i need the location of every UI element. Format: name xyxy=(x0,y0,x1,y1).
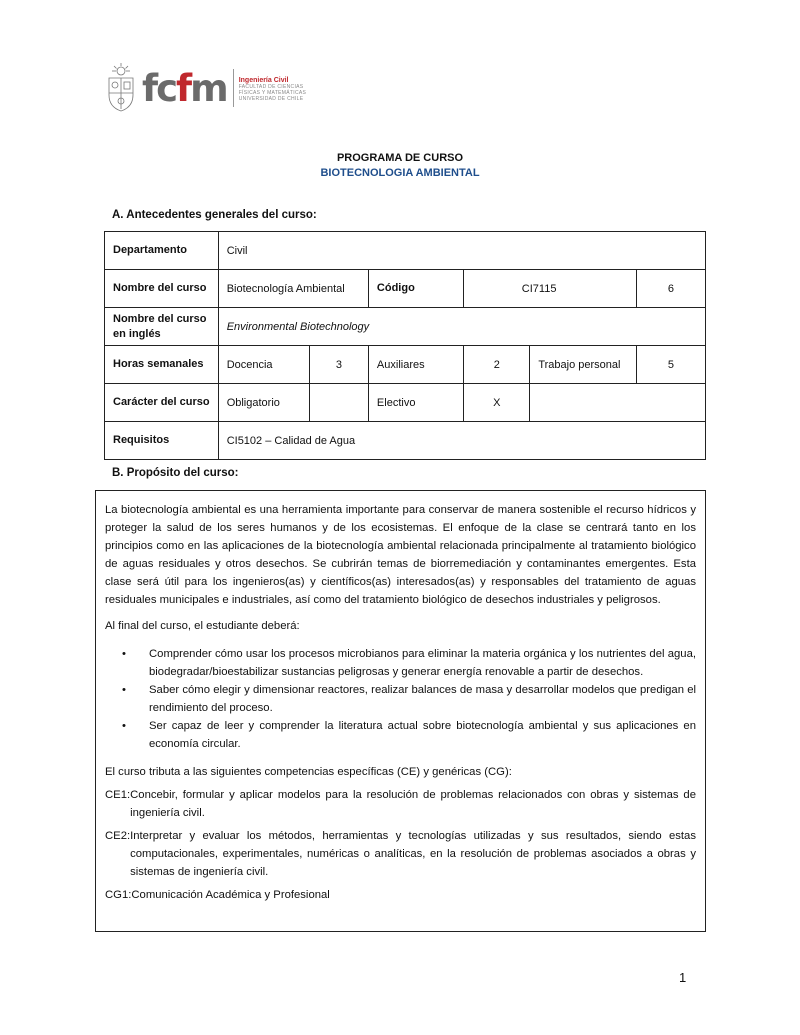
purpose-paragraph: La biotecnología ambiental es una herramienta importante para conservar de manera sostenible el recurso hídricos y proteger la salud de los seres humanos y de los ecosistemas. El enfoque de la clase se centrará tanto en los principios como en las aplicaciones de la biotecnología ambiental relacionada principalmente al tratamiento biológico de aguas residuales y otros desechos. Se cubrirán temas de biorremediación y contaminantes emergentes. Esta clase será útil para los ingenieros(as) y científicos(as) interesados(as) y responsables del tratamiento de aguas residuales municipales e industriales, así como del tratamiento biológico de desechos industriales y peligrosos. xyxy=(105,504,696,606)
title-main: PROGRAMA DE CURSO xyxy=(336,152,464,164)
auxiliares-label: Auxiliares xyxy=(368,346,463,384)
obligatorio-label: Obligatorio xyxy=(218,384,309,422)
objective-item: • Saber cómo elegir y dimensionar reactores, realizar balances de masa y desarrollar modelos que predigan el rendimiento del proceso. xyxy=(105,681,696,717)
objectives-list xyxy=(105,645,696,753)
caracter-label: Carácter del curso xyxy=(105,384,219,422)
course-info-table xyxy=(104,231,706,460)
objectives-intro: Al final del curso, el estudiante deberá: xyxy=(105,620,300,632)
bullet-icon: • xyxy=(122,720,126,732)
nombre-value: Biotecnología Ambiental xyxy=(218,270,368,308)
table-row-caracter xyxy=(105,384,706,422)
logo-divider xyxy=(233,69,234,107)
auxiliares-value: 2 xyxy=(464,346,530,384)
empty-cell xyxy=(530,384,706,422)
obligatorio-value xyxy=(310,384,369,422)
table-row-horas xyxy=(105,346,706,384)
requisitos-label: Requisitos xyxy=(105,422,219,460)
nombre-label: Nombre del curso xyxy=(105,270,219,308)
competency-text: Interpretar y evaluar los métodos, herramientas y tecnologías utilizadas y sus resultados, siendo estas computacionales, experimentales, numéricas o analíticas, en la resolución de problemas asociados a obras y sistemas de ingeniería civil. xyxy=(130,830,696,878)
objective-item: • Ser capaz de leer y comprender la literatura actual sobre biotecnología ambiental y sus aplicaciones en economía circular. xyxy=(105,717,696,753)
horas-label: Horas semanales xyxy=(105,346,219,384)
competency-ce1 xyxy=(105,786,696,822)
competency-code: CE1: xyxy=(105,789,131,801)
section-b-heading: B. Propósito del curso: xyxy=(112,467,239,479)
requisitos-value: CI5102 – Calidad de Agua xyxy=(218,422,705,460)
table-row-nombre xyxy=(105,270,706,308)
competency-code: CE2: xyxy=(105,830,131,842)
title-course-name: BIOTECNOLOGIA AMBIENTAL xyxy=(320,167,480,179)
trabajo-personal-value: 5 xyxy=(636,346,705,384)
competency-cg1 xyxy=(105,886,696,904)
competencies-intro: El curso tributa a las siguientes competencias específicas (CE) y genéricas (CG): xyxy=(105,766,512,778)
fcfm-wordmark: fcfm xyxy=(142,66,227,110)
docencia-value: 3 xyxy=(310,346,369,384)
departamento-label: Departamento xyxy=(105,232,219,270)
bullet-icon: • xyxy=(122,648,126,660)
page-number: 1 xyxy=(679,970,687,985)
purpose-box xyxy=(95,490,706,932)
creditos-value: 6 xyxy=(636,270,705,308)
electivo-label: Electivo xyxy=(368,384,463,422)
table-row-requisitos xyxy=(105,422,706,460)
section-a-heading: A. Antecedentes generales del curso: xyxy=(112,209,317,221)
bullet-icon: • xyxy=(122,684,126,696)
departamento-value: Civil xyxy=(218,232,705,270)
document-title xyxy=(0,152,800,179)
fcfm-logo xyxy=(106,62,306,114)
objective-item: • Comprender cómo usar los procesos microbianos para eliminar la materia orgánica y los nutrientes del agua, biodegradar/bioestabilizar sustancias peligrosas y generar energía renovable a partir de desechos. xyxy=(105,645,696,681)
university-crest-icon xyxy=(106,63,136,113)
table-row-departamento xyxy=(105,232,706,270)
codigo-label: Código xyxy=(368,270,463,308)
logo-faculty-text: Ingeniería Civil FACULTAD DE CIENCIAS FÍSICAS Y MATEMÁTICAS UNIVERSIDAD DE CHILE xyxy=(238,76,307,102)
nombre-ingles-value: Environmental Biotechnology xyxy=(218,308,705,346)
codigo-value: CI7115 xyxy=(464,270,637,308)
trabajo-personal-label: Trabajo personal xyxy=(530,346,637,384)
competency-code: CG1: xyxy=(105,889,132,901)
competency-text: Concebir, formular y aplicar modelos para la resolución de problemas relacionados con obras y sistemas de ingeniería civil. xyxy=(130,789,696,819)
electivo-value: X xyxy=(464,384,530,422)
nombre-ingles-label: Nombre del curso en inglés xyxy=(105,308,219,346)
competency-ce2 xyxy=(105,827,696,881)
competency-text: Comunicación Académica y Profesional xyxy=(131,889,330,901)
table-row-nombre-ingles xyxy=(105,308,706,346)
docencia-label: Docencia xyxy=(218,346,309,384)
